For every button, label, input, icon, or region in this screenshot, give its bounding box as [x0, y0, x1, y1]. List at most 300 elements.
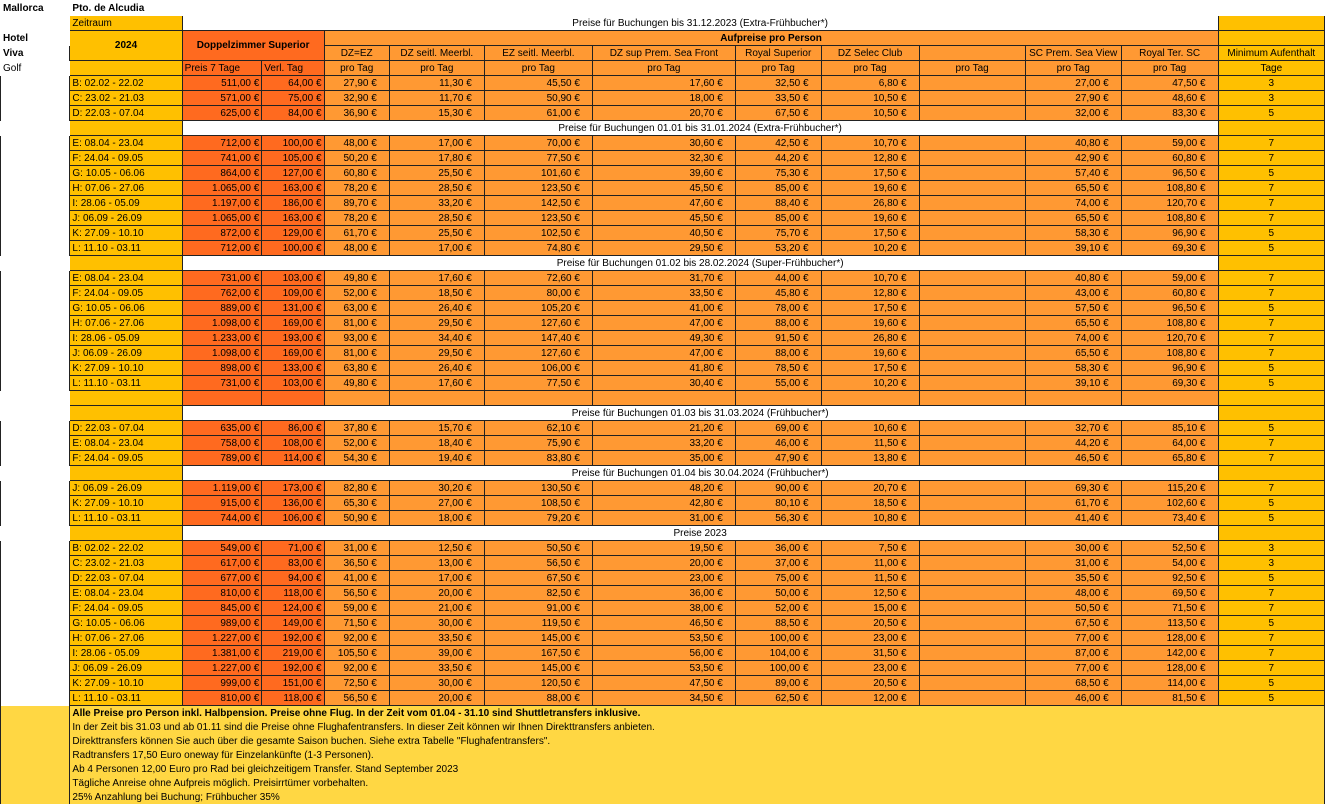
surcharge-cell: 74,80 € [484, 241, 592, 256]
surcharge-cell: 120,50 € [484, 676, 592, 691]
min-stay-cell: 7 [1218, 481, 1324, 496]
gutter-cell [70, 406, 182, 421]
price-7-days: 810,00 € [182, 691, 262, 706]
surcharge-cell: 20,00 € [592, 556, 735, 571]
price-7-days: 1.098,00 € [182, 316, 262, 331]
surcharge-cell: 45,80 € [735, 286, 821, 301]
min-stay-cell: 7 [1218, 661, 1324, 676]
surcharge-cell: 11,50 € [821, 436, 919, 451]
period-cell: H: 07.06 - 27.06 [70, 316, 182, 331]
surcharge-cell [919, 331, 1025, 346]
period-cell: F: 24.04 - 09.05 [70, 286, 182, 301]
surcharge-cell: 96,50 € [1121, 301, 1218, 316]
table-row [1, 76, 1325, 91]
surcharge-cell: 20,00 € [389, 691, 484, 706]
period-cell: K: 27.09 - 10.10 [70, 226, 182, 241]
surcharge-cell: 13,80 € [821, 451, 919, 466]
min-stay-cell: 5 [1218, 241, 1324, 256]
gutter-cell [70, 526, 182, 541]
price-7-days: 1.098,00 € [182, 346, 262, 361]
footer-line [1, 706, 1325, 721]
surcharge-cell: 39,10 € [1025, 376, 1121, 391]
surcharge-cell: 39,00 € [389, 646, 484, 661]
surcharge-cell: 88,00 € [735, 316, 821, 331]
surcharge-cell: 91,00 € [484, 601, 592, 616]
surcharge-cell [919, 301, 1025, 316]
surcharge-cell: 26,40 € [389, 361, 484, 376]
min-stay-cell: 7 [1218, 286, 1324, 301]
surcharge-cell: 50,00 € [735, 586, 821, 601]
surcharge-cell: 7,50 € [821, 541, 919, 556]
surcharge-cell: 11,30 € [389, 76, 484, 91]
surcharge-cell: 33,50 € [389, 661, 484, 676]
surcharge-cell [919, 436, 1025, 451]
surcharge-cell: 106,00 € [484, 361, 592, 376]
table-row [1, 241, 1325, 256]
surcharge-cell: 36,90 € [324, 106, 389, 121]
period-cell: J: 06.09 - 26.09 [70, 346, 182, 361]
left-gutter [1, 571, 70, 586]
surcharge-cell: 23,00 € [592, 571, 735, 586]
table-row [1, 286, 1325, 301]
period-cell: C: 23.02 - 21.03 [70, 91, 182, 106]
table-row [1, 541, 1325, 556]
surcharge-cell: 87,00 € [1025, 646, 1121, 661]
surcharge-cell: 15,30 € [389, 106, 484, 121]
surcharge-cell: 104,00 € [735, 646, 821, 661]
surcharge-cell: 77,00 € [1025, 631, 1121, 646]
surcharge-cell: 127,60 € [484, 346, 592, 361]
left-gutter [1, 76, 70, 91]
surcharge-cell: 30,20 € [389, 481, 484, 496]
surcharge-cell: 11,50 € [821, 571, 919, 586]
left-gutter [1, 181, 70, 196]
table-row [1, 181, 1325, 196]
price-extra-day: 163,00 € [262, 181, 324, 196]
period-cell: B: 02.02 - 22.02 [70, 541, 182, 556]
surcharge-cell: 10,60 € [821, 421, 919, 436]
surcharge-cell: 12,80 € [821, 286, 919, 301]
price-extra-day: 124,00 € [262, 601, 324, 616]
gutter-cell [1025, 391, 1121, 406]
period-cell: F: 24.04 - 09.05 [70, 151, 182, 166]
surcharge-cell: 49,80 € [324, 271, 389, 286]
table-row [1, 496, 1325, 511]
price-7-days: 712,00 € [182, 136, 262, 151]
price-extra-day: 192,00 € [262, 631, 324, 646]
surcharge-cell: 48,00 € [1025, 586, 1121, 601]
surcharge-cell [919, 166, 1025, 181]
price-extra-day: 75,00 € [262, 91, 324, 106]
period-cell: E: 08.04 - 23.04 [70, 586, 182, 601]
left-gutter [1, 106, 70, 121]
surcharge-cell: 48,20 € [592, 481, 735, 496]
left-gutter [1, 466, 70, 481]
gutter-cell [592, 391, 735, 406]
surcharge-cell: 18,00 € [592, 91, 735, 106]
footer-text: Direkttransfers können Sie auch über die gesamte Saison buchen. Siehe extra Tabelle "Flughafentransfers". [70, 734, 1325, 748]
min-stay-cell: 7 [1218, 346, 1324, 361]
surcharge-cell: 89,00 € [735, 676, 821, 691]
surcharge-cell: 19,60 € [821, 211, 919, 226]
min-stay-cell: 7 [1218, 196, 1324, 211]
surcharge-cell: 74,00 € [1025, 196, 1121, 211]
surcharge-cell: 88,00 € [735, 346, 821, 361]
surcharge-cell: 27,00 € [389, 496, 484, 511]
surcharge-cell: 142,00 € [1121, 646, 1218, 661]
surcharge-cell [919, 91, 1025, 106]
surcharge-cell: 48,00 € [324, 136, 389, 151]
surcharge-cell [919, 601, 1025, 616]
surcharge-cell: 23,00 € [821, 631, 919, 646]
surcharge-cell: 32,50 € [735, 76, 821, 91]
surcharge-cell: 27,90 € [1025, 91, 1121, 106]
price-7-days: 635,00 € [182, 421, 262, 436]
surcharge-cell: 69,30 € [1121, 376, 1218, 391]
spacer-row [1, 391, 1325, 406]
section-title: Preise für Buchungen bis 31.12.2023 (Extra-Frühbucher*) [182, 16, 1218, 31]
left-gutter [1, 496, 70, 511]
surcharge-cell: 28,50 € [389, 181, 484, 196]
min-stay-cell: 7 [1218, 316, 1324, 331]
surcharge-cell: 83,80 € [484, 451, 592, 466]
surcharge-cell: 42,90 € [1025, 151, 1121, 166]
section-separator [1, 466, 1325, 481]
surcharge-cell: 65,50 € [1025, 181, 1121, 196]
surcharge-cell: 30,40 € [592, 376, 735, 391]
min-stay-cell: 7 [1218, 631, 1324, 646]
surcharge-cell: 41,00 € [592, 301, 735, 316]
surcharge-cell: 74,00 € [1025, 331, 1121, 346]
surcharge-cell [919, 451, 1025, 466]
min-stay-cell: 7 [1218, 436, 1324, 451]
surcharge-cell: 36,00 € [735, 541, 821, 556]
price-extra-day: 173,00 € [262, 481, 324, 496]
surcharge-cell: 56,00 € [592, 646, 735, 661]
surcharge-cell [919, 241, 1025, 256]
surcharge-cell: 60,80 € [324, 166, 389, 181]
surcharge-cell: 120,70 € [1121, 331, 1218, 346]
min-stay-cell: 3 [1218, 541, 1324, 556]
place-label: Pto. de Alcudia [72, 2, 145, 14]
left-gutter [1, 601, 70, 616]
col-header: Royal Ter. SC [1121, 46, 1218, 61]
surcharge-cell: 13,00 € [389, 556, 484, 571]
surcharge-cell: 59,00 € [1121, 136, 1218, 151]
surcharge-cell: 30,60 € [592, 136, 735, 151]
left-gutter [1, 676, 70, 691]
surcharge-cell: 36,00 € [592, 586, 735, 601]
price-7-days: 1.065,00 € [182, 181, 262, 196]
col-header: DZ seitl. Meerbl. [389, 46, 484, 61]
price-extra-day: 149,00 € [262, 616, 324, 631]
gutter-cell [1218, 466, 1324, 481]
surcharge-cell: 10,20 € [821, 376, 919, 391]
surcharge-cell: 73,40 € [1121, 511, 1218, 526]
gutter-cell [919, 391, 1025, 406]
surcharge-cell: 53,50 € [592, 661, 735, 676]
surcharge-cell: 20,50 € [821, 676, 919, 691]
surcharge-cell: 67,50 € [1025, 616, 1121, 631]
price-7-days: 810,00 € [182, 586, 262, 601]
surcharge-cell [919, 541, 1025, 556]
table-row [1, 616, 1325, 631]
price-7-days: 915,00 € [182, 496, 262, 511]
surcharge-cell: 127,60 € [484, 316, 592, 331]
table-row [1, 451, 1325, 466]
surcharge-cell: 108,80 € [1121, 211, 1218, 226]
surcharge-cell: 28,50 € [389, 211, 484, 226]
col-header: Royal Superior [735, 46, 821, 61]
gutter-cell [1218, 121, 1324, 136]
surcharge-cell: 78,00 € [735, 301, 821, 316]
price-extra-day: 71,00 € [262, 541, 324, 556]
surcharge-cell: 108,80 € [1121, 346, 1218, 361]
surcharge-cell: 61,00 € [484, 106, 592, 121]
hotel-line1: Hotel [3, 32, 28, 44]
left-gutter [1, 166, 70, 181]
pro-tag-label: pro Tag [389, 61, 484, 76]
left-gutter [1, 511, 70, 526]
min-stay-cell: 5 [1218, 676, 1324, 691]
price-7-days: 889,00 € [182, 301, 262, 316]
surcharge-cell: 56,50 € [324, 586, 389, 601]
surcharge-cell: 15,00 € [821, 601, 919, 616]
surcharge-cell: 12,80 € [821, 151, 919, 166]
surcharge-cell: 29,50 € [592, 241, 735, 256]
surcharge-cell: 18,50 € [389, 286, 484, 301]
surcharge-cell: 50,20 € [324, 151, 389, 166]
pro-tag-label: pro Tag [735, 61, 821, 76]
section-separator [1, 256, 1325, 271]
surcharge-cell [919, 346, 1025, 361]
surcharge-cell: 44,00 € [735, 271, 821, 286]
surcharge-cell: 145,00 € [484, 661, 592, 676]
surcharge-cell: 47,50 € [592, 676, 735, 691]
col-header: DZ=EZ [324, 46, 389, 61]
surcharge-cell: 85,00 € [735, 181, 821, 196]
surcharge-cell [919, 76, 1025, 91]
surcharge-cell: 96,90 € [1121, 226, 1218, 241]
min-stay-cell: 7 [1218, 136, 1324, 151]
surcharge-cell: 44,20 € [735, 151, 821, 166]
surcharge-cell: 60,80 € [1121, 151, 1218, 166]
period-cell: F: 24.04 - 09.05 [70, 601, 182, 616]
min-stay-cell: 5 [1218, 421, 1324, 436]
price-7-days: 511,00 € [182, 76, 262, 91]
price-7-days: 1.227,00 € [182, 631, 262, 646]
period-cell: C: 23.02 - 21.03 [70, 556, 182, 571]
price-7-days: 712,00 € [182, 241, 262, 256]
price-7-days: 549,00 € [182, 541, 262, 556]
surcharge-cell: 30,00 € [389, 676, 484, 691]
left-gutter [1, 376, 70, 391]
gutter-cell [1121, 391, 1218, 406]
surcharge-cell: 80,10 € [735, 496, 821, 511]
surcharge-cell: 113,50 € [1121, 616, 1218, 631]
surcharge-cell: 147,40 € [484, 331, 592, 346]
surcharge-cell: 40,80 € [1025, 136, 1121, 151]
surcharge-cell: 65,50 € [1025, 211, 1121, 226]
left-gutter [1, 196, 70, 211]
surcharge-cell: 123,50 € [484, 181, 592, 196]
surcharge-cell: 47,00 € [592, 346, 735, 361]
surcharge-cell: 50,90 € [484, 91, 592, 106]
price-extra-day: 219,00 € [262, 646, 324, 661]
surcharge-cell: 101,60 € [484, 166, 592, 181]
surcharge-cell: 58,30 € [1025, 226, 1121, 241]
table-row [1, 646, 1325, 661]
surcharge-cell [919, 151, 1025, 166]
surcharge-cell: 77,50 € [484, 376, 592, 391]
section-title: Preise für Buchungen 01.04 bis 30.04.2024 (Frühbucher*) [182, 466, 1218, 481]
price-extra-day: 169,00 € [262, 316, 324, 331]
surcharge-cell: 55,00 € [735, 376, 821, 391]
period-cell: E: 08.04 - 23.04 [70, 436, 182, 451]
left-gutter [1, 211, 70, 226]
surcharge-cell [919, 631, 1025, 646]
table-row [1, 676, 1325, 691]
price-extra-day: 127,00 € [262, 166, 324, 181]
surcharge-cell: 56,50 € [324, 691, 389, 706]
surcharge-cell: 45,50 € [592, 181, 735, 196]
surcharge-cell: 33,20 € [389, 196, 484, 211]
surcharge-cell: 128,00 € [1121, 661, 1218, 676]
surcharge-cell: 62,10 € [484, 421, 592, 436]
gutter-cell [324, 391, 389, 406]
period-cell: H: 07.06 - 27.06 [70, 181, 182, 196]
gutter-cell [1218, 526, 1324, 541]
surcharge-cell: 82,50 € [484, 586, 592, 601]
doppelzimmer-header: Doppelzimmer Superior [182, 31, 324, 61]
section-separator [1, 526, 1325, 541]
surcharge-cell: 88,00 € [484, 691, 592, 706]
surcharge-cell: 32,90 € [324, 91, 389, 106]
gutter-cell [389, 391, 484, 406]
surcharge-cell: 48,60 € [1121, 91, 1218, 106]
surcharge-cell: 12,00 € [821, 691, 919, 706]
min-stay-cell: 7 [1218, 181, 1324, 196]
zeitraum-label: Zeitraum [70, 16, 182, 31]
surcharge-cell: 88,50 € [735, 616, 821, 631]
left-gutter [1, 776, 70, 790]
period-cell: L: 11.10 - 03.11 [70, 511, 182, 526]
surcharge-cell: 35,50 € [1025, 571, 1121, 586]
col-header: DZ sup Prem. Sea Front [592, 46, 735, 61]
footer-line [1, 790, 1325, 804]
table-row [1, 481, 1325, 496]
price-extra-day: 108,00 € [262, 436, 324, 451]
surcharge-cell [919, 181, 1025, 196]
price-7-days: 1.197,00 € [182, 196, 262, 211]
surcharge-cell [919, 136, 1025, 151]
left-gutter [1, 720, 70, 734]
table-row [1, 346, 1325, 361]
period-cell: L: 11.10 - 03.11 [70, 241, 182, 256]
surcharge-cell: 17,60 € [389, 271, 484, 286]
surcharge-cell: 42,50 € [735, 136, 821, 151]
table-row [1, 376, 1325, 391]
section-title: Preise 2023 [182, 526, 1218, 541]
surcharge-cell: 50,50 € [484, 541, 592, 556]
surcharge-cell: 63,80 € [324, 361, 389, 376]
col-header: EZ seitl. Meerbl. [484, 46, 592, 61]
footer-text: 25% Anzahlung bei Buchung; Frühbucher 35% [70, 790, 1325, 804]
left-gutter [1, 346, 70, 361]
left-gutter [1, 391, 70, 406]
min-stay-cell: 3 [1218, 556, 1324, 571]
price-extra-day: 186,00 € [262, 196, 324, 211]
price-7-days: 1.233,00 € [182, 331, 262, 346]
surcharge-cell: 60,80 € [1121, 286, 1218, 301]
surcharge-cell [919, 676, 1025, 691]
surcharge-cell: 33,50 € [592, 286, 735, 301]
pro-tag-label: pro Tag [484, 61, 592, 76]
surcharge-cell: 29,50 € [389, 316, 484, 331]
left-gutter [1, 706, 70, 721]
left-gutter [1, 646, 70, 661]
price-7-days: 989,00 € [182, 616, 262, 631]
surcharge-cell: 21,00 € [389, 601, 484, 616]
surcharge-cell: 48,00 € [324, 241, 389, 256]
min-stay-cell: 5 [1218, 226, 1324, 241]
surcharge-cell [919, 556, 1025, 571]
price-7-days: 571,00 € [182, 91, 262, 106]
period-cell: I: 28.06 - 05.09 [70, 331, 182, 346]
surcharge-cell: 53,20 € [735, 241, 821, 256]
surcharge-cell [919, 286, 1025, 301]
footer-text: Alle Preise pro Person inkl. Halbpension. Preise ohne Flug. In der Zeit vom 01.04 - 31.10 sind Shuttletransfers inklusive. [70, 706, 1325, 721]
left-gutter [1, 256, 70, 271]
min-stay-cell: 5 [1218, 691, 1324, 706]
surcharge-cell: 32,70 € [1025, 421, 1121, 436]
surcharge-cell: 69,30 € [1025, 481, 1121, 496]
period-cell: D: 22.03 - 07.04 [70, 106, 182, 121]
min-stay-cell: 5 [1218, 571, 1324, 586]
surcharge-cell: 39,10 € [1025, 241, 1121, 256]
period-cell: L: 11.10 - 03.11 [70, 691, 182, 706]
table-row [1, 136, 1325, 151]
surcharge-cell: 18,50 € [821, 496, 919, 511]
surcharge-cell: 36,50 € [324, 556, 389, 571]
surcharge-cell: 100,00 € [735, 661, 821, 676]
surcharge-cell: 92,00 € [324, 661, 389, 676]
table-row [1, 151, 1325, 166]
verl-header: Verl. Tag [262, 61, 324, 76]
surcharge-cell: 56,30 € [735, 511, 821, 526]
surcharge-cell: 63,00 € [324, 301, 389, 316]
price-extra-day: 192,00 € [262, 661, 324, 676]
surcharge-cell: 58,30 € [1025, 361, 1121, 376]
left-gutter [1, 734, 70, 748]
surcharge-cell: 11,00 € [821, 556, 919, 571]
min-stay-cell: 7 [1218, 646, 1324, 661]
surcharge-cell: 96,50 € [1121, 166, 1218, 181]
left-gutter [1, 316, 70, 331]
aufpreise-header: Aufpreise pro Person [324, 31, 1218, 46]
surcharge-cell: 33,20 € [592, 436, 735, 451]
surcharge-cell: 30,00 € [389, 616, 484, 631]
surcharge-cell: 71,50 € [1121, 601, 1218, 616]
min-stay-cell: 5 [1218, 616, 1324, 631]
surcharge-cell [919, 496, 1025, 511]
table-row [1, 661, 1325, 676]
surcharge-cell: 41,40 € [1025, 511, 1121, 526]
price-extra-day: 105,00 € [262, 151, 324, 166]
surcharge-cell: 102,60 € [1121, 496, 1218, 511]
price-7-days: 677,00 € [182, 571, 262, 586]
gutter-cell [1218, 256, 1324, 271]
